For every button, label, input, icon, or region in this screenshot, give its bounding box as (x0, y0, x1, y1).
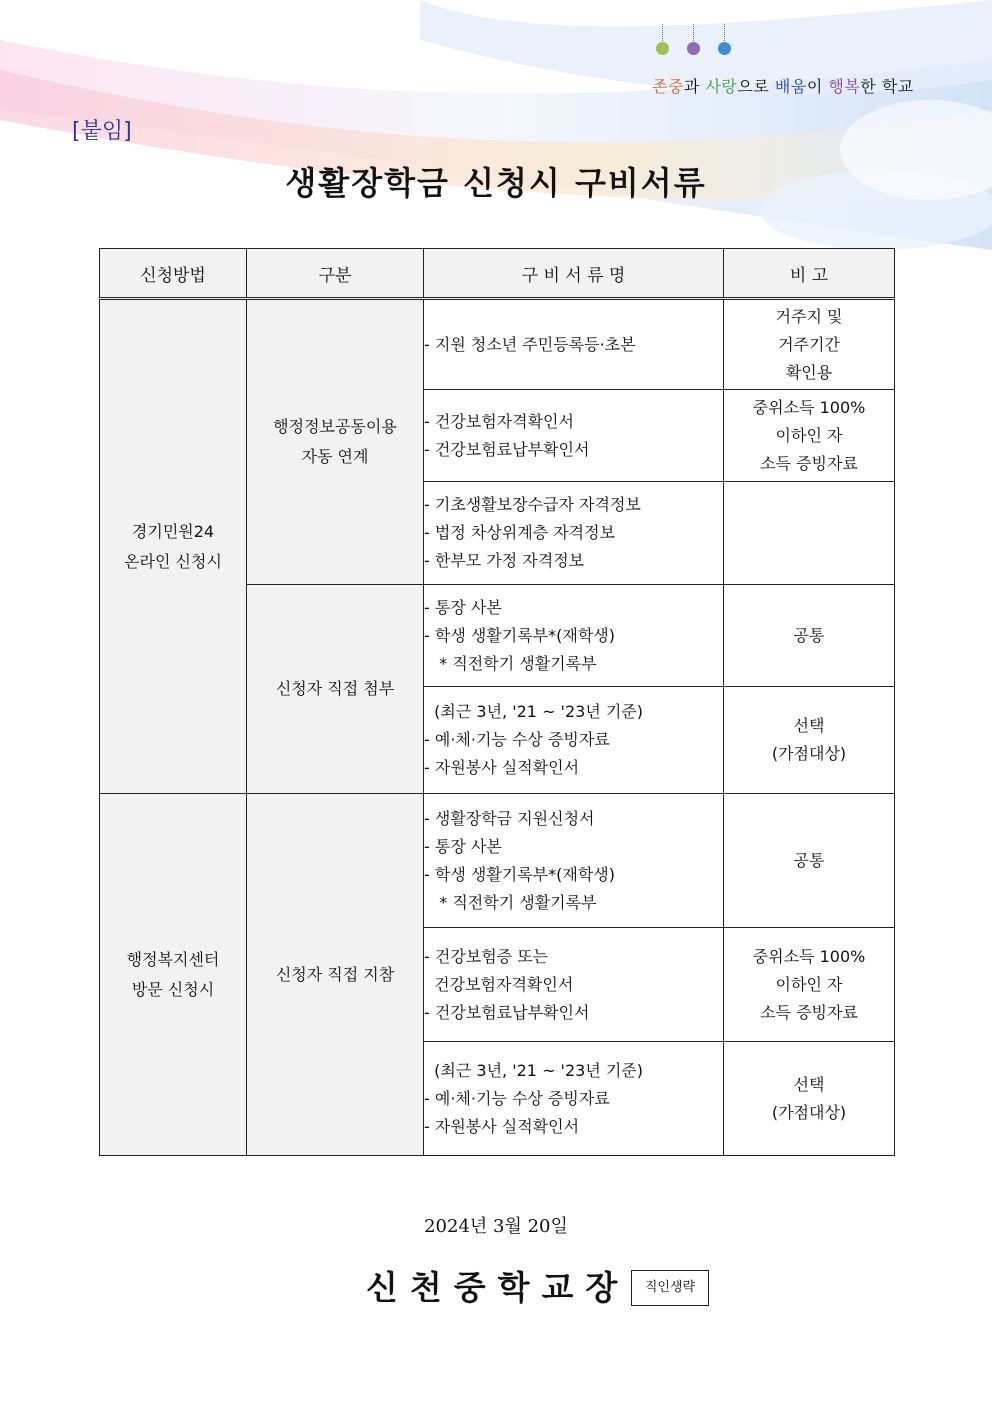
cell-line: 거주지 및 (775, 306, 843, 326)
docs-cell (424, 1042, 724, 1156)
header-category: 구분 (247, 249, 424, 299)
motto-segment: 사랑 (705, 77, 738, 96)
cell-line: - 예·체·기능 수상 증빙자료 (424, 1088, 610, 1108)
header-method: 신청방법 (100, 249, 247, 299)
cell-line: 건강보험자격확인서 (424, 974, 574, 994)
cell-line: 소득 증빙자료 (760, 1002, 858, 1022)
decorative-dots (648, 24, 738, 64)
note-cell (724, 390, 895, 482)
method-visit (100, 794, 247, 1156)
category-auto-link (247, 299, 424, 585)
cell-line: - 예·체·기능 수상 증빙자료 (424, 730, 610, 749)
seal-omitted-stamp: 직인생략 (631, 1270, 709, 1306)
cell-line: 행정복지센터 (126, 949, 220, 969)
cell-line: 행정정보공동이용 (273, 417, 397, 436)
document-date: 2024년 3월 20일 (424, 1216, 568, 1237)
cell-line: * 직전학기 생활기록부 (424, 653, 597, 673)
note-cell (724, 794, 895, 928)
cell-line: - 기초생활보장수급자 자격정보 (424, 495, 641, 514)
note-cell (724, 687, 895, 794)
cell-line: - 생활장학금 지원신청서 (424, 808, 595, 828)
dot-blue (718, 42, 731, 55)
docs-cell (424, 794, 724, 928)
cell-line: * 직전학기 생활기록부 (424, 892, 597, 912)
cell-line: - 법정 차상위계층 자격정보 (424, 523, 616, 542)
docs-cell (424, 390, 724, 482)
cell-line: 이하인 자 (775, 425, 843, 445)
header-documents: 구 비 서 류 명 (424, 249, 724, 299)
dot-purple (687, 42, 700, 55)
table-header-row (100, 249, 895, 299)
cell-line: 공통 (793, 850, 825, 870)
note-cell (724, 482, 895, 585)
category-direct-bring: 신청자 직접 지참 (247, 794, 424, 1156)
cell-line: - 건강보험료납부확인서 (424, 1002, 590, 1022)
motto-segment: 배움 (774, 77, 807, 96)
attachment-label: [붙임] (72, 119, 132, 144)
cell-line: 선택 (793, 716, 825, 735)
school-motto (652, 74, 914, 97)
motto-segment: 으로 (737, 77, 775, 96)
cell-line: - 지원 청소년 주민등록등·초본 (424, 334, 636, 354)
note-cell (724, 928, 895, 1042)
cell-line: (가점대상) (771, 1102, 847, 1122)
table-row (100, 794, 895, 928)
cell-line: 확인용 (785, 362, 833, 382)
motto-segment: 한 학교 (860, 77, 914, 96)
note-cell (724, 299, 895, 390)
docs-cell (424, 299, 724, 390)
header-note: 비 고 (724, 249, 895, 299)
documents-table (99, 248, 895, 1156)
cell-line: - 자원봉사 실적확인서 (424, 758, 580, 777)
cell-line: 온라인 신청시 (124, 551, 222, 571)
note-cell (724, 585, 895, 687)
cell-line: 방문 신청시 (131, 979, 215, 999)
motto-segment: 이 (806, 77, 829, 96)
cell-line: - 건강보험료납부확인서 (424, 439, 590, 459)
table-row (100, 299, 895, 390)
cell-line: 소득 증빙자료 (760, 453, 858, 473)
category-direct-attach: 신청자 직접 첨부 (247, 585, 424, 794)
note-cell (724, 1042, 895, 1156)
cell-line: (최근 3년, '21 ~ '23년 기준) (424, 702, 644, 721)
cell-line: - 자원봉사 실적확인서 (424, 1116, 580, 1136)
cell-line: 자동 연계 (301, 447, 369, 466)
cell-line: 거주기간 (778, 334, 840, 354)
motto-segment: 행복 (828, 77, 861, 96)
cell-line: - 한부모 가정 자격정보 (424, 551, 585, 570)
cell-line: - 건강보험증 또는 (424, 946, 549, 966)
cell-line: 경기민원24 (131, 521, 215, 541)
docs-cell (424, 687, 724, 794)
cell-line: 중위소득 100% (752, 946, 866, 966)
cell-line: (가점대상) (771, 744, 847, 763)
cell-line: - 건강보험자격확인서 (424, 411, 574, 431)
docs-cell (424, 482, 724, 585)
cell-line: - 학생 생활기록부*(재학생) (424, 864, 615, 884)
motto-segment: 존중 (652, 77, 684, 96)
cell-line: - 통장 사본 (424, 836, 502, 856)
method-online (100, 299, 247, 794)
docs-cell (424, 928, 724, 1042)
cell-line: - 학생 생활기록부*(재학생) (424, 625, 615, 645)
docs-cell (424, 585, 724, 687)
page-title: 생활장학금 신청시 구비서류 (285, 164, 707, 202)
principal-title: 신천중학교장 (366, 1268, 630, 1307)
cell-line: - 통장 사본 (424, 597, 502, 617)
cell-line: 공통 (793, 625, 825, 645)
cell-line: (최근 3년, '21 ~ '23년 기준) (424, 1060, 644, 1080)
dot-green (656, 42, 669, 55)
cell-line: 이하인 자 (775, 974, 843, 994)
cell-line: 중위소득 100% (752, 397, 866, 417)
motto-segment: 과 (683, 77, 706, 96)
cell-line: 선택 (793, 1074, 825, 1094)
